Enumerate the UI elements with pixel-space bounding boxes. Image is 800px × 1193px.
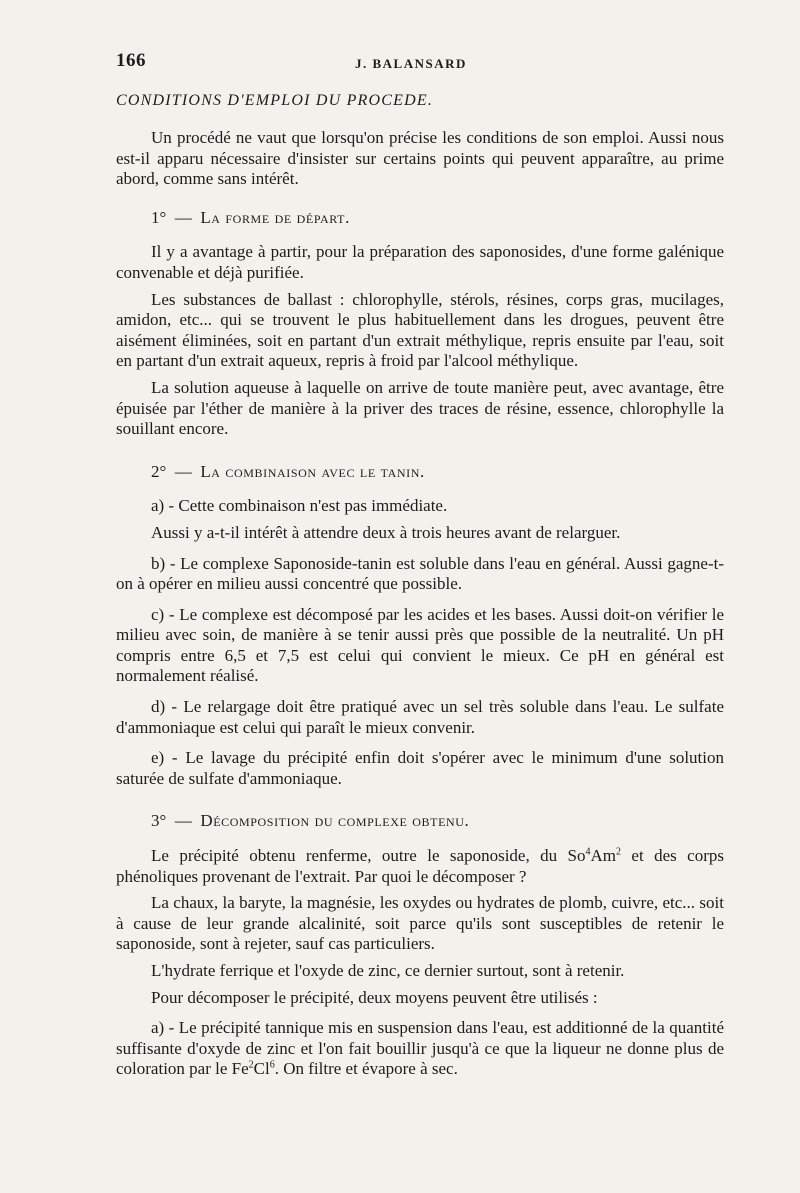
subsection-heading-1 <box>116 208 724 229</box>
subsection-number: 1° <box>151 207 167 227</box>
running-header-author: J. BALANSARD <box>355 56 467 71</box>
subsection-number: 3° <box>151 811 167 831</box>
paragraph: Pour décomposer le précipité, deux moyens peuvent être utilisés : <box>151 987 598 1007</box>
list-item-b: b) - Le complexe Saponoside-tanin est soluble dans l'eau en général. Aussi gagne-t-on à opérer en milieu aussi concentré que possible. <box>116 553 724 594</box>
heading-dash: — <box>174 461 192 481</box>
paragraph: Aussi y a-t-il intérêt à attendre deux à trois heures avant de relarguer. <box>151 522 621 542</box>
paragraph: L'hydrate ferrique et l'oxyde de zinc, ce dernier surtout, sont à retenir. <box>151 961 625 980</box>
heading-dash: — <box>174 811 192 831</box>
subsection-heading-3 <box>116 811 724 832</box>
paragraph: Il y a avantage à partir, pour la préparation des saponosides, d'une forme galénique convenable et déjà purifiée. <box>116 242 724 282</box>
intro-paragraph: Un procédé ne vaut que lorsqu'on précise les conditions de son emploi. Aussi nous est-il apparu nécessaire d'insister sur certains points qui peuvent apparaître, au prime abord, comme sans intérêt. <box>116 128 724 189</box>
page-number: 166 <box>116 50 146 71</box>
subsection-title: La combinaison avec le tanin. <box>200 461 425 481</box>
list-item-d: d) - Le relargage doit être pratiqué avec un sel très soluble dans l'eau. Le sulfate d'ammoniaque est celui qui paraît le mieux convenir. <box>116 697 724 737</box>
paragraph: La chaux, la baryte, la magnésie, les oxydes ou hydrates de plomb, cuivre, etc... soit à cause de leur grande alcalinité, soit parce qu'ils sont susceptibles de retenir le saponoside, sont à rejeter, sauf cas particuliers. <box>116 893 724 954</box>
body-text <box>116 128 724 1080</box>
list-item-a: a) - Cette combinaison n'est pas immédiate. <box>151 496 448 516</box>
subsection-title: La forme de départ. <box>200 207 350 227</box>
subsection-heading-2 <box>116 462 724 483</box>
subsection-title: Décomposition du complexe obtenu. <box>200 811 470 831</box>
list-item-e: e) - Le lavage du précipité enfin doit s'opérer avec le minimum d'une solution saturée de sulfate d'ammoniaque. <box>116 748 724 788</box>
paragraph: Les substances de ballast : chlorophylle, stérols, résines, corps gras, mucilages, amidon, etc... qui se trouvent le plus habituellement dans les drogues, peuvent être aisément éliminées, soit en partant d'un extrait méthylique, repris ensuite par l'eau, soit en partant d'un extrait aqueux, repris à froid par l'alcool méthylique. <box>116 289 724 371</box>
section-title: CONDITIONS D'EMPLOI DU PROCEDE. <box>116 92 434 109</box>
paragraph: Le précipité obtenu renferme, outre le saponoside, du So$^4$Am$^2$ et des corps phénoliques provenant de l'extrait. Par quoi le décomposer ? <box>116 846 724 886</box>
list-item-a: a) - Le précipité tannique mis en suspension dans l'eau, est additionné de la quantité suffisante d'oxyde de zinc et l'on fait bouillir jusqu'à ce que la liqueur ne donne plus de coloration par le Fe$^2$Cl$^6$. On filtre et évapore à sec. <box>116 1018 724 1079</box>
paragraph: La solution aqueuse à laquelle on arrive de toute manière peut, avec avantage, être épuisée par l'éther de manière à la priver des traces de résine, essence, chlorophylle la souillant encore. <box>116 377 724 439</box>
heading-dash: — <box>174 207 192 227</box>
subsection-number: 2° <box>151 461 167 481</box>
list-item-c: c) - Le complexe est décomposé par les acides et les bases. Aussi doit-on vérifier le milieu avec soin, de manière à se tenir aussi près que possible de la neutralité. Un pH compris entre 6,5 et 7,5 est celui qui convient le mieux. Ce pH en général est normalement réalisé. <box>116 604 724 686</box>
